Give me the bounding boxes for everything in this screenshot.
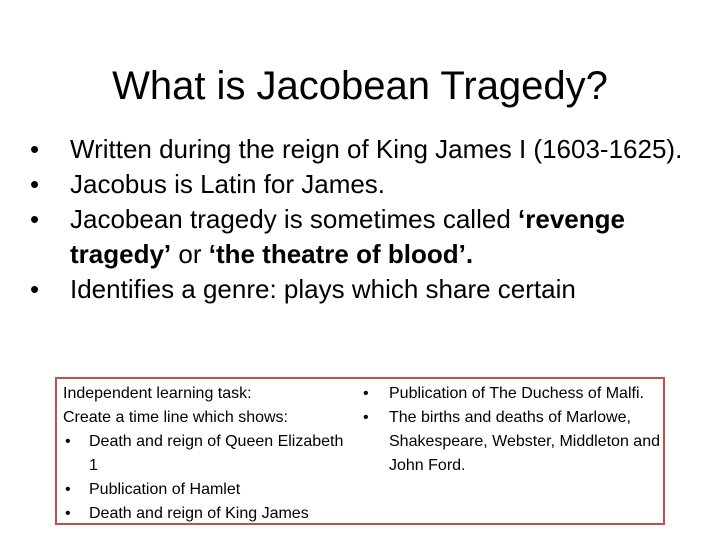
task-item xyxy=(357,382,662,406)
bullet-text xyxy=(70,204,625,269)
bullet-text: Identifies a genre: plays which share certain xyxy=(70,274,576,304)
bullet-item xyxy=(30,132,700,167)
task-item-text: Publication of Hamlet xyxy=(89,481,241,498)
bullet-icon: • xyxy=(65,505,71,522)
task-item xyxy=(63,478,353,502)
bullet-text-mid: or xyxy=(171,239,209,269)
task-left-column xyxy=(63,382,353,526)
bullet-item xyxy=(30,272,700,307)
task-item xyxy=(357,406,662,478)
revenge-tragedy-term: ‘revenge tragedy’ xyxy=(70,204,625,269)
bullet-item xyxy=(30,167,700,202)
task-right-column xyxy=(357,382,662,478)
bullet-text-prefix: Jacobean tragedy is sometimes called xyxy=(70,204,519,234)
bullet-icon: • xyxy=(30,274,40,304)
task-item-text: The births and deaths of Marlowe, Shakespeare, Webster, Middleton and John Ford. xyxy=(389,409,660,474)
task-item xyxy=(63,430,353,478)
bullet-icon: • xyxy=(65,481,71,498)
task-item-text: Publication of The Duchess of Malfi. xyxy=(389,385,644,402)
task-intro: Create a time line which shows: xyxy=(63,409,288,426)
task-left-list xyxy=(63,430,353,526)
theatre-of-blood-term: ‘the theatre of blood’. xyxy=(208,239,474,269)
independent-learning-task-box xyxy=(55,377,665,525)
task-heading: Independent learning task: xyxy=(63,385,252,402)
task-item xyxy=(63,502,353,526)
bullet-icon: • xyxy=(30,169,40,199)
bullet-icon: • xyxy=(65,433,71,450)
bullet-icon: • xyxy=(363,409,369,426)
bullet-list xyxy=(30,132,700,307)
bullet-text: Jacobus is Latin for James. xyxy=(70,169,386,199)
task-item-text: Death and reign of Queen Elizabeth 1 xyxy=(89,433,344,474)
bullet-icon: • xyxy=(30,134,40,164)
slide-title: What is Jacobean Tragedy? xyxy=(112,64,608,108)
bullet-icon: • xyxy=(30,204,40,234)
bullet-text: Written during the reign of King James I (1603-1625). xyxy=(70,134,683,164)
task-item-text: Death and reign of King James xyxy=(89,505,309,522)
task-right-list xyxy=(357,382,662,478)
bullet-item xyxy=(30,202,700,272)
bullet-icon: • xyxy=(363,385,369,402)
